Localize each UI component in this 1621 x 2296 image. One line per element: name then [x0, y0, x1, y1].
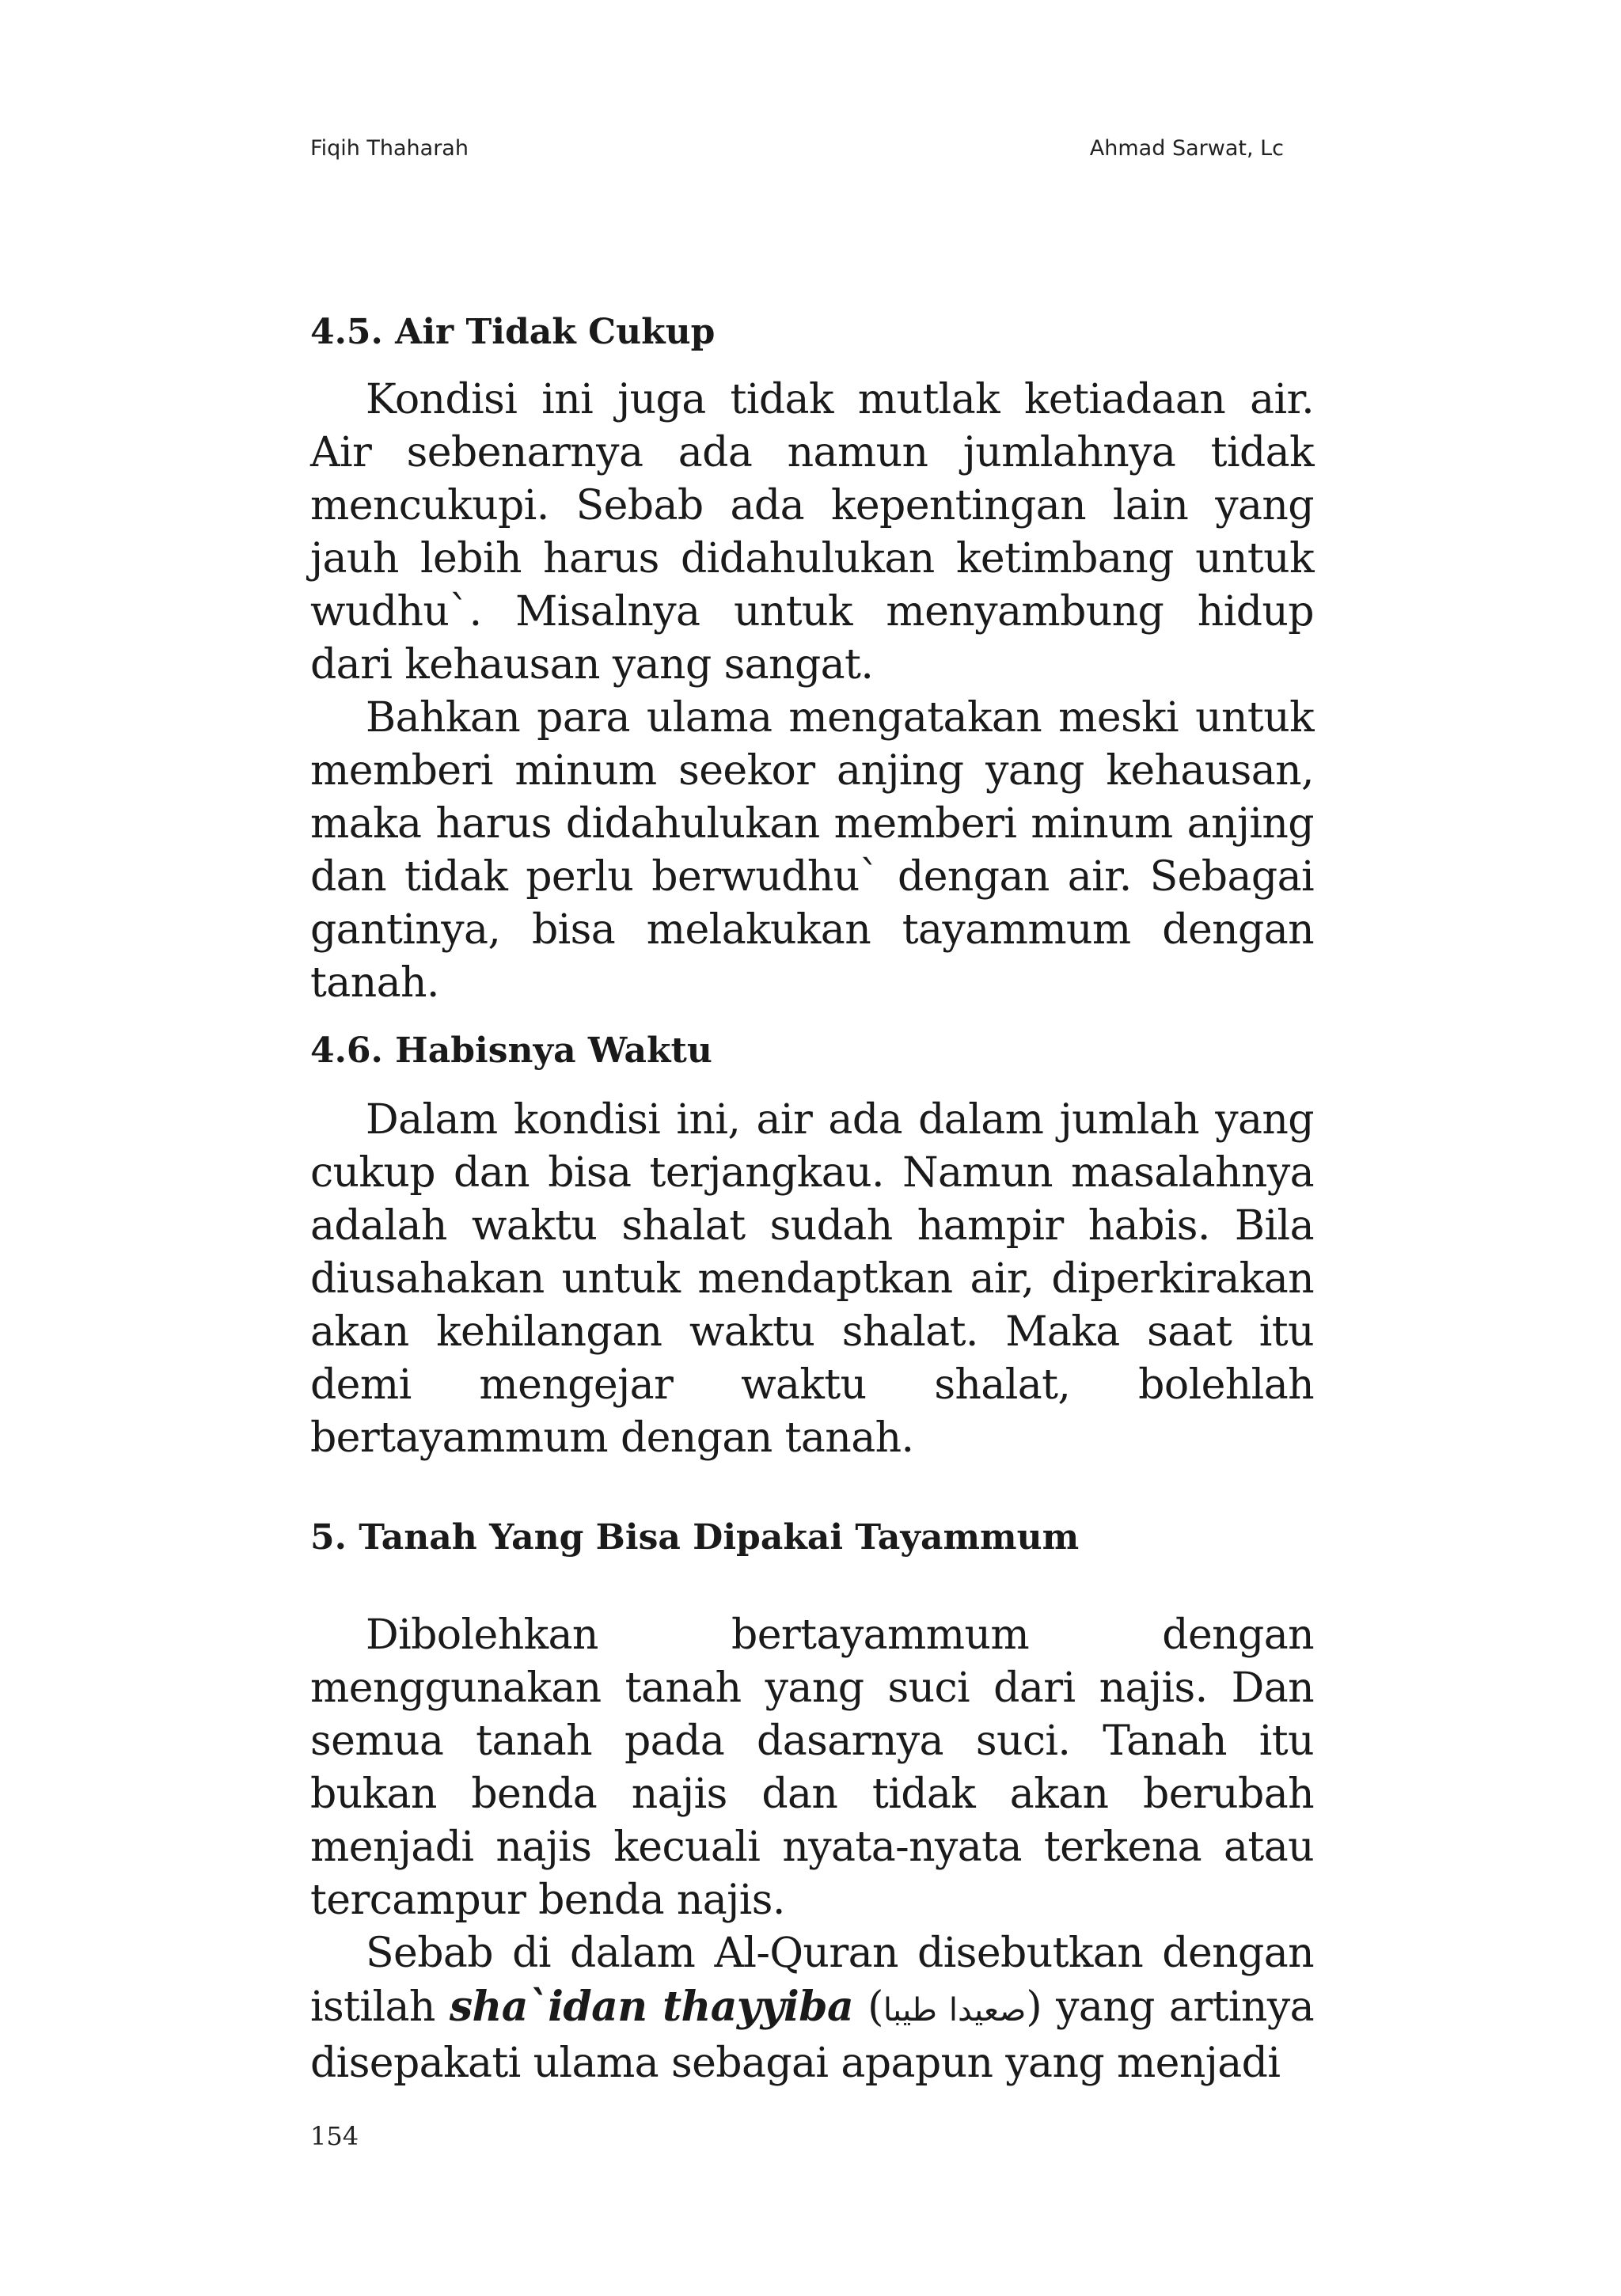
paragraph-5-2-text-after: ) yang artinya disepakati ulama sebagai apapun yang menjadi	[310, 1983, 1314, 2087]
page-number: 154	[310, 2121, 359, 2151]
paragraph-5-2	[310, 1927, 1314, 2090]
arabic-term-transliteration: sha`idan thayyiba	[449, 1983, 854, 2031]
section-heading-4-6: 4.6. Habisnya Waktu	[310, 1030, 712, 1071]
page-body	[310, 310, 1314, 2090]
author-name: Ahmad Sarwat, Lc	[1089, 136, 1284, 161]
paragraph-5-2-open-paren: (	[853, 1983, 883, 2031]
paragraph-5-2-text-before: Sebab di dalam Al-Quran disebutkan dengan istilah	[310, 1930, 1314, 2031]
arabic-term-script: صعيدا طيبا	[883, 1992, 1027, 2028]
paragraph-4-6-1: Dalam kondisi ini, air ada dalam jumlah yang cukup dan bisa terjangkau. Namun masalahnya adalah waktu shalat sudah hampir habis. Bila diusahakan untuk mendaptkan air, diperkirakan akan kehilangan waktu shalat. Maka saat itu demi mengejar waktu shalat, bolehlah bertayammum dengan tanah.	[310, 1096, 1314, 1462]
book-title: Fiqih Thaharah	[310, 136, 469, 161]
paragraph-4-5-1: Kondisi ini juga tidak mutlak ketiadaan air. Air sebenarnya ada namun jumlahnya tidak mencukupi. Sebab ada kepentingan lain yang jauh lebih harus didahulukan ketimbang untuk wudhu`. Misalnya untuk menyambung hidup dari kehausan yang sangat.	[310, 376, 1314, 689]
section-heading-5: 5. Tanah Yang Bisa Dipakai Tayammum	[310, 1517, 1080, 1558]
paragraph-5-1: Dibolehkan bertayammum dengan menggunakan tanah yang suci dari najis. Dan semua tanah pada dasarnya suci. Tanah itu bukan benda najis dan tidak akan berubah menjadi najis kecuali nyata-nyata terkena atau tercampur benda najis.	[310, 1611, 1314, 1924]
section-heading-4-5: 4.5. Air Tidak Cukup	[310, 312, 716, 352]
paragraph-4-5-2: Bahkan para ulama mengatakan meski untuk memberi minum seekor anjing yang kehausan, maka harus didahulukan memberi minum anjing dan tidak perlu berwudhu` dengan air. Sebagai gantinya, bisa melakukan tayammum dengan tanah.	[310, 694, 1314, 1007]
